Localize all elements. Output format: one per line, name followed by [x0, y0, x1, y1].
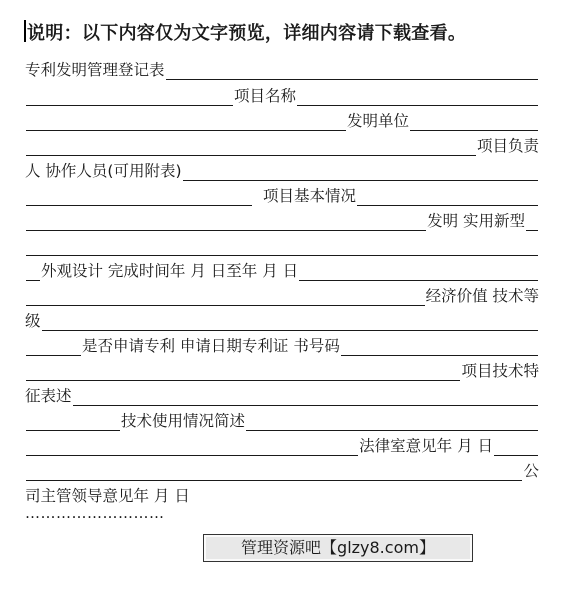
blank-field [166, 62, 538, 80]
form-line-gong [25, 459, 539, 481]
patent-number-field [341, 338, 538, 356]
form-line-title [25, 58, 539, 80]
form-line-legal-opinion [25, 434, 539, 456]
form-line-design-completion [25, 259, 539, 281]
blank-field [26, 138, 476, 156]
project-lead-label-part: 项目负责 [476, 137, 539, 155]
basic-info-field [357, 188, 538, 206]
feature-desc-label: 征表述 [25, 387, 72, 405]
form-line-invention-unit [25, 109, 539, 131]
tech-usage-label: 技术使用情况简述 [121, 412, 246, 430]
form-line-blank [25, 234, 539, 256]
patent-apply-label: 是否申请专利 申请日期专利证 书号码 [82, 337, 340, 355]
basic-info-label: 项目基本情况 [263, 187, 357, 205]
form-title: 专利发明管理登记表 [25, 61, 165, 79]
form-line-tech-usage [25, 409, 539, 431]
blank-field [26, 113, 346, 131]
download-site-button[interactable]: 管理资源吧【glzy8.com】 [203, 534, 473, 562]
feature-desc-field [73, 388, 538, 406]
blank-field [26, 238, 538, 256]
completion-date-field [299, 263, 538, 281]
level-field [42, 313, 538, 331]
preview-notice: 说明：以下内容仅为文字预览，详细内容请下载查看。 [27, 23, 467, 44]
form-line-collaborators [25, 159, 539, 181]
form-line-tech-features [25, 359, 539, 381]
text-cursor [24, 20, 26, 42]
design-completion-label: 外观设计 完成时间年 月 日至年 月 日 [41, 262, 299, 280]
form-line-feature-desc [25, 384, 539, 406]
project-name-label: 项目名称 [234, 87, 297, 105]
blank-field [26, 413, 120, 431]
project-name-field [297, 88, 538, 106]
blank-field [26, 438, 358, 456]
econ-tech-label: 经济价值 技术等 [425, 287, 539, 305]
blank-field [494, 438, 538, 456]
form-line-patent-apply [25, 334, 539, 356]
form-line-company-head [25, 484, 539, 506]
level-label: 级 [25, 312, 41, 330]
invention-unit-field [410, 113, 538, 131]
blank-field [26, 363, 460, 381]
form-line-level [25, 309, 539, 331]
ellipsis-dots: ……………………… [25, 504, 165, 522]
collaborators-field [183, 163, 538, 181]
blank-field [26, 288, 425, 306]
blank-field [26, 188, 252, 206]
form-line-basic-info [25, 184, 539, 206]
blank-field [26, 88, 233, 106]
form-line-econ-tech [25, 284, 539, 306]
blank-field [26, 463, 522, 481]
blank-field [526, 213, 538, 231]
invention-types-label: 发明 实用新型 [427, 212, 525, 230]
blank-field [26, 338, 81, 356]
legal-opinion-label: 法律室意见年 月 日 [359, 437, 493, 455]
form-line-invention-types [25, 209, 539, 231]
form-line-project-name [25, 84, 539, 106]
collaborators-label: 人 协作人员(可用附表) [25, 162, 182, 180]
company-head-label: 司主管领导意见年 月 日 [25, 487, 190, 505]
tech-usage-field [246, 413, 538, 431]
gong-label: 公 [523, 462, 539, 480]
blank-field [26, 213, 426, 231]
blank-field [26, 263, 40, 281]
tech-features-label-part: 项目技术特 [461, 362, 539, 380]
form-line-project-lead [25, 134, 539, 156]
invention-unit-label: 发明单位 [347, 112, 410, 130]
